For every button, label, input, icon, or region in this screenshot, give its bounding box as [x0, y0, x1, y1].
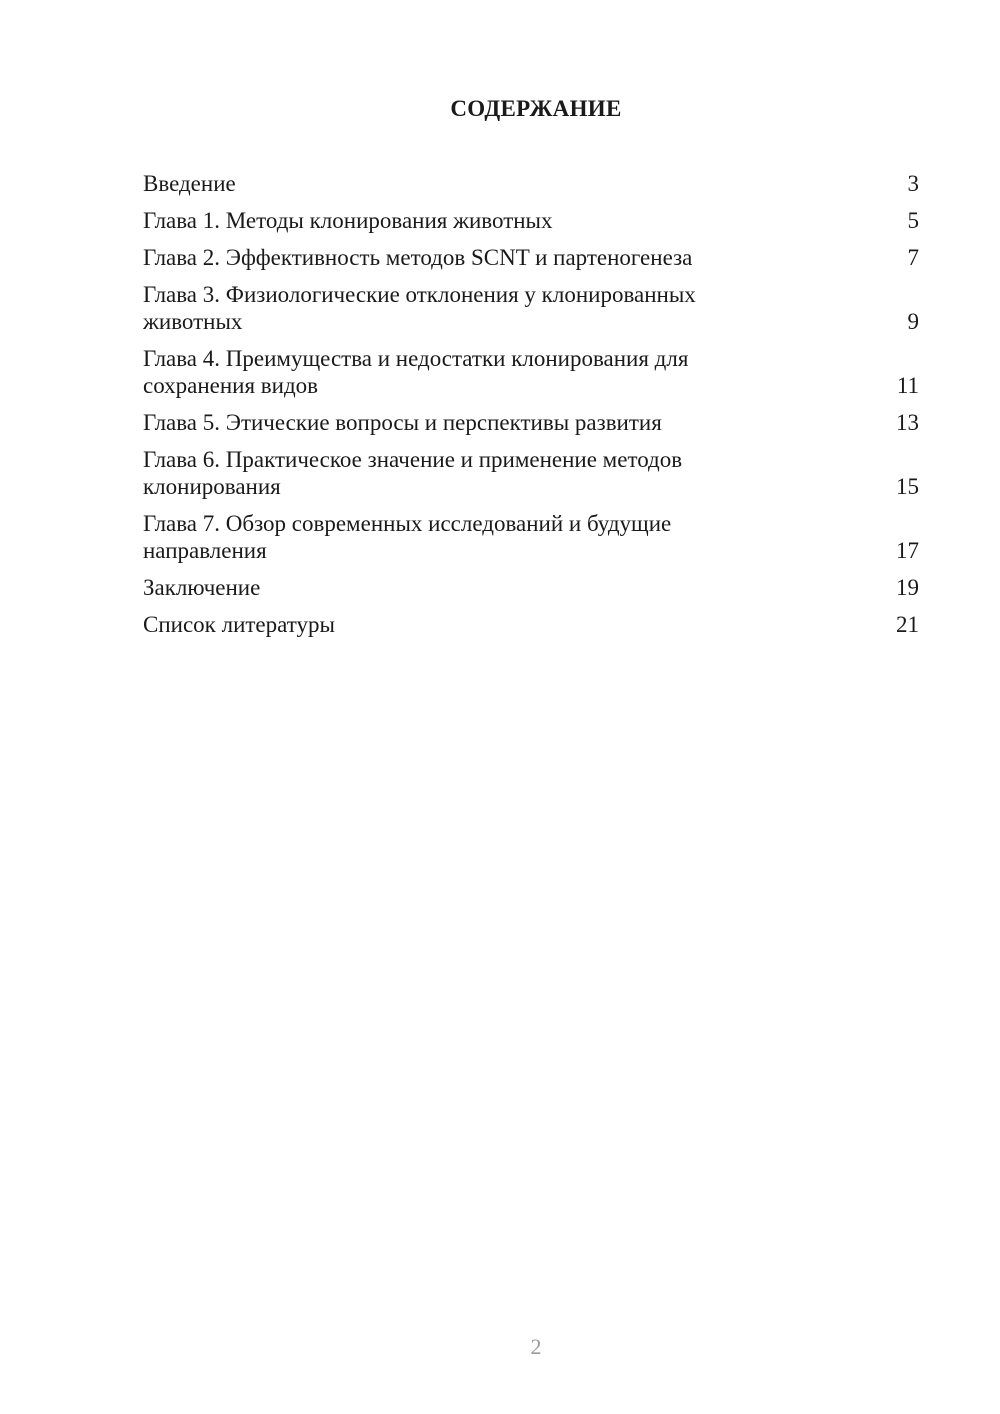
toc-entry-page: 5 — [907, 208, 919, 233]
toc-entry-page: 15 — [896, 474, 919, 499]
toc-entry-title: Заключение — [143, 575, 261, 600]
toc-entry[interactable] — [143, 574, 919, 601]
toc-entry-title: Список литературы — [143, 612, 335, 637]
toc-entry[interactable] — [143, 170, 919, 197]
toc-entry-title: Глава 6. Практическое значение и применение методов клонирования — [143, 447, 683, 499]
toc-entry-title: Введение — [143, 171, 236, 196]
toc-entry-page: 9 — [907, 309, 919, 334]
toc-entry[interactable] — [143, 510, 919, 564]
table-of-contents — [143, 170, 919, 648]
page-title: СОДЕРЖАНИЕ — [450, 96, 622, 121]
toc-entry-title: Глава 5. Этические вопросы и перспективы развития — [143, 410, 662, 435]
toc-entry[interactable] — [143, 611, 919, 638]
toc-entry-title: Глава 1. Методы клонирования животных — [143, 208, 553, 233]
toc-entry-title: Глава 4. Преимущества и недостатки клонирования для сохранения видов — [143, 346, 689, 398]
toc-entry[interactable] — [143, 446, 919, 500]
toc-entry-title: Глава 7. Обзор современных исследований и будущие направления — [143, 511, 672, 563]
toc-entry-title: Глава 2. Эффективность методов SCNT и партеногенеза — [143, 245, 693, 270]
toc-entry-page: 19 — [896, 575, 919, 600]
page-number: 2 — [530, 1334, 542, 1359]
toc-entry-page: 17 — [896, 538, 919, 563]
toc-entry-page: 7 — [907, 245, 919, 270]
toc-entry[interactable] — [143, 345, 919, 399]
toc-entry-page: 13 — [896, 410, 919, 435]
toc-entry[interactable] — [143, 281, 919, 335]
toc-entry[interactable] — [143, 207, 919, 234]
toc-entry-page: 21 — [896, 612, 919, 637]
toc-entry-page: 3 — [907, 171, 919, 196]
toc-entry-page: 11 — [896, 373, 919, 398]
toc-entry-title: Глава 3. Физиологические отклонения у клонированных животных — [143, 282, 696, 334]
toc-entry[interactable] — [143, 244, 919, 271]
toc-entry[interactable] — [143, 409, 919, 436]
